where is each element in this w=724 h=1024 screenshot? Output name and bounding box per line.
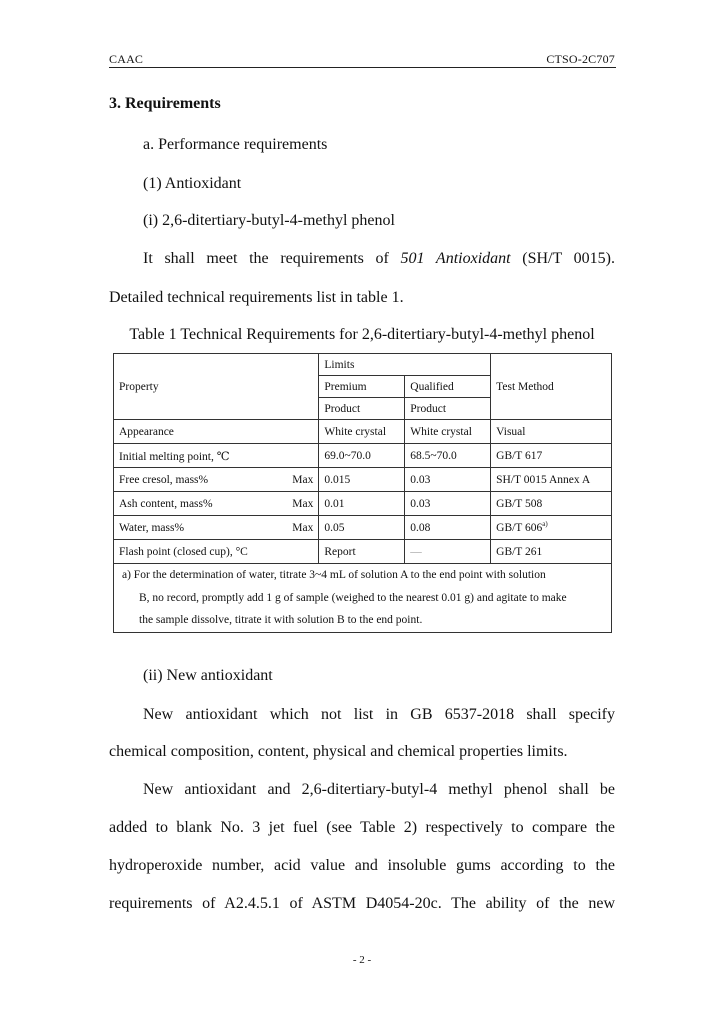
property-qualifier: Max — [292, 473, 314, 486]
paragraph-3-line-1: New antioxidant and 2,6-ditertiary-butyl-4 methyl phenol shall be — [143, 781, 615, 798]
table-cell-property — [114, 492, 319, 516]
table-cell-premium: 0.015 — [319, 468, 405, 492]
method-text: SH/T 0015 Annex A — [496, 473, 591, 486]
table-cell-qualified: — — [405, 540, 491, 564]
method-text: GB/T 261 — [496, 545, 543, 558]
method-text: GB/T 606 — [496, 521, 543, 534]
property-name: Initial melting point, ℃ — [119, 450, 230, 463]
table-cell-property — [114, 444, 319, 468]
table-row — [114, 468, 612, 492]
table-cell-method — [491, 492, 612, 516]
table-cell-property — [114, 420, 319, 444]
table-cell-property — [114, 540, 319, 564]
table-footnote-line-2: B, no record, promptly add 1 g of sample (weighed to the nearest 0.01 g) and agitate to make — [139, 591, 567, 604]
header-left-label: CAAC — [109, 52, 144, 66]
table-cell-qualified: 0.03 — [405, 468, 491, 492]
method-text: Visual — [496, 425, 526, 438]
table-caption: Table 1 Technical Requirements for 2,6-ditertiary-butyl-4-methyl phenol — [129, 326, 595, 343]
subsection-a: a. Performance requirements — [143, 136, 328, 153]
table-header-property: Property — [114, 354, 319, 420]
paragraph-1-line-2: Detailed technical requirements list in table 1. — [109, 289, 404, 306]
table-header-qualified-line1: Qualified — [405, 376, 491, 398]
table-cell-method — [491, 468, 612, 492]
table-cell-premium: 69.0~70.0 — [319, 444, 405, 468]
subsection-i: (i) 2,6-ditertiary-butyl-4-methyl phenol — [143, 212, 395, 229]
method-footnote-mark: a) — [542, 519, 548, 528]
property-name: Free cresol, mass% — [119, 473, 209, 486]
table-header-premium-line1: Premium — [319, 376, 405, 398]
table-footnote-line-1: a) For the determination of water, titrate 3~4 mL of solution A to the end point with solution — [122, 569, 546, 581]
table-cell-premium: 0.05 — [319, 516, 405, 540]
table-cell-qualified: White crystal — [405, 420, 491, 444]
section-heading: 3. Requirements — [109, 95, 221, 112]
property-name: Ash content, mass% — [119, 497, 213, 510]
paragraph-3-line-3: hydroperoxide number, acid value and insoluble gums according to the — [109, 857, 615, 874]
table-cell-premium: White crystal — [319, 420, 405, 444]
table-cell-method — [491, 540, 612, 564]
requirements-table — [113, 353, 612, 633]
table-cell-method — [491, 516, 612, 540]
table-row — [114, 444, 612, 468]
table-cell-qualified: 0.08 — [405, 516, 491, 540]
table-cell-method — [491, 420, 612, 444]
paragraph-1-text-a: It shall meet the requirements of — [143, 250, 401, 267]
table-header-test-method: Test Method — [491, 354, 612, 420]
paragraph-3-line-2: added to blank No. 3 jet fuel (see Table 2) respectively to compare the — [109, 819, 615, 836]
table-row — [114, 420, 612, 444]
table-cell-qualified: 68.5~70.0 — [405, 444, 491, 468]
table-row — [114, 492, 612, 516]
header-document-code: CTSO-2C707 — [546, 52, 615, 66]
paragraph-1-line-1 — [143, 250, 615, 268]
subsection-ii: (ii) New antioxidant — [143, 667, 273, 684]
table-footnote-line-3: the sample dissolve, titrate it with solution B to the end point. — [139, 614, 423, 626]
property-name: Appearance — [119, 425, 174, 438]
paragraph-3-line-4: requirements of A2.4.5.1 of ASTM D4054-20c. The ability of the new — [109, 895, 615, 912]
property-qualifier: Max — [292, 521, 314, 534]
paragraph-1-italic-title: 501 Antioxidant — [400, 250, 511, 267]
page-number: - 2 - — [352, 954, 372, 966]
property-name: Flash point (closed cup), °C — [119, 545, 248, 558]
table-cell-property — [114, 468, 319, 492]
method-text: GB/T 508 — [496, 497, 543, 510]
paragraph-1-text-b: (SH/T 0015). — [510, 250, 615, 267]
table-header-limits: Limits — [319, 354, 491, 376]
table-row — [114, 516, 612, 540]
table-cell-qualified: 0.03 — [405, 492, 491, 516]
table-cell-property — [114, 516, 319, 540]
table-footnote — [114, 564, 612, 633]
header-divider — [109, 67, 616, 68]
table-cell-premium: Report — [319, 540, 405, 564]
subsection-1: (1) Antioxidant — [143, 175, 242, 192]
table-cell-premium: 0.01 — [319, 492, 405, 516]
table-cell-method — [491, 444, 612, 468]
table-row — [114, 540, 612, 564]
method-text: GB/T 617 — [496, 449, 543, 462]
table-header-premium-line2: Product — [319, 398, 405, 420]
paragraph-2-line-2: chemical composition, content, physical and chemical properties limits. — [109, 743, 568, 760]
property-name: Water, mass% — [119, 521, 185, 534]
table-header-qualified-line2: Product — [405, 398, 491, 420]
paragraph-2-line-1: New antioxidant which not list in GB 6537-2018 shall specify — [143, 706, 615, 723]
property-qualifier: Max — [292, 497, 314, 510]
